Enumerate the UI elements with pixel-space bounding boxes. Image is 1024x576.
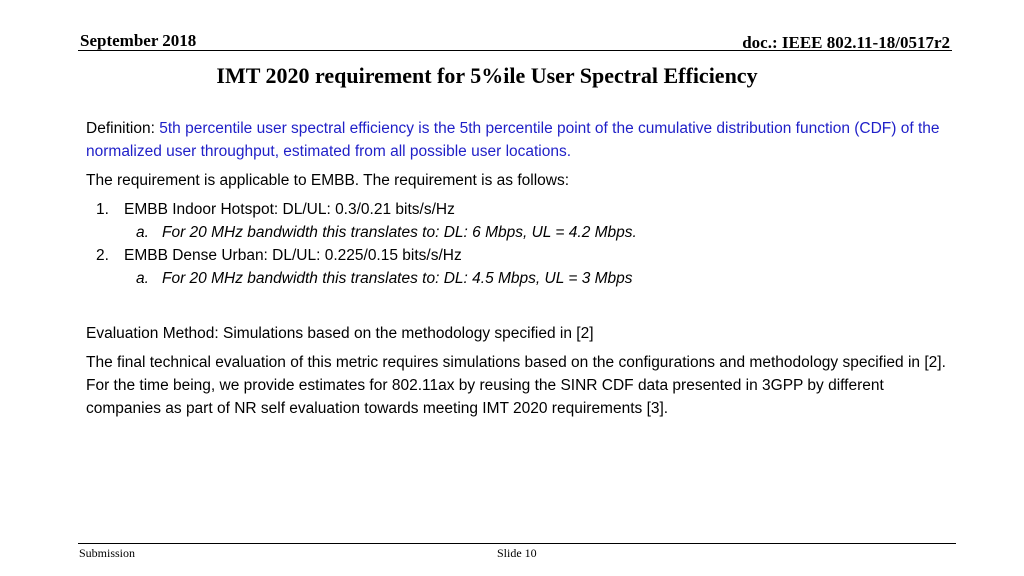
definition-paragraph: [86, 117, 956, 163]
requirements-list: [86, 198, 956, 290]
evaluation-method: Evaluation Method: Simulations based on the methodology specified in [2]: [86, 325, 594, 342]
header-date: September 2018: [80, 31, 197, 50]
list-item-number: 2.: [96, 247, 109, 264]
header-doc-id: doc.: IEEE 802.11-18/0517r2: [742, 33, 950, 52]
sub-list-item-text: For 20 MHz bandwidth this translates to: DL: 4.5 Mbps, UL = 3 Mbps: [162, 270, 633, 287]
definition-label: Definition:: [86, 120, 160, 137]
list-item-text: EMBB Indoor Hotspot: DL/UL: 0.3/0.21 bits/s/Hz: [124, 201, 455, 218]
sub-list-item-text: For 20 MHz bandwidth this translates to: DL: 6 Mbps, UL = 4.2 Mbps.: [162, 224, 637, 241]
list-item-number: 1.: [96, 201, 109, 218]
list-item: [86, 198, 956, 221]
slide-body: [86, 117, 956, 426]
footer-slide-number: Slide 10: [497, 546, 537, 560]
sub-list-item: [86, 267, 956, 290]
final-paragraph: The final technical evaluation of this metric requires simulations based on the configurations and methodology specified in [2]. For the time being, we provide estimates for 802.11ax by reusing the SINR CDF data presented in 3GPP by different companies as part of NR self evaluation towards meeting IMT 2020 requirements [3].: [86, 354, 946, 417]
footer-divider: [78, 543, 956, 544]
footer-submission: Submission: [79, 546, 136, 560]
list-item-text: EMBB Dense Urban: DL/UL: 0.225/0.15 bits/s/Hz: [124, 247, 462, 264]
definition-text: 5th percentile user spectral efficiency is the 5th percentile point of the cumulative distribution function (CDF) of the normalized user throughput, estimated from all possible user locations.: [86, 120, 940, 160]
list-item: [86, 244, 956, 267]
sub-list-item-letter: a.: [136, 270, 149, 287]
sub-list-item: [86, 221, 956, 244]
spacer: [86, 290, 956, 322]
slide-title: IMT 2020 requirement for 5%ile User Spectral Efficiency: [216, 63, 758, 88]
sub-list-item-letter: a.: [136, 224, 149, 241]
requirement-intro: The requirement is applicable to EMBB. The requirement is as follows:: [86, 172, 570, 189]
header-divider: [78, 50, 952, 51]
